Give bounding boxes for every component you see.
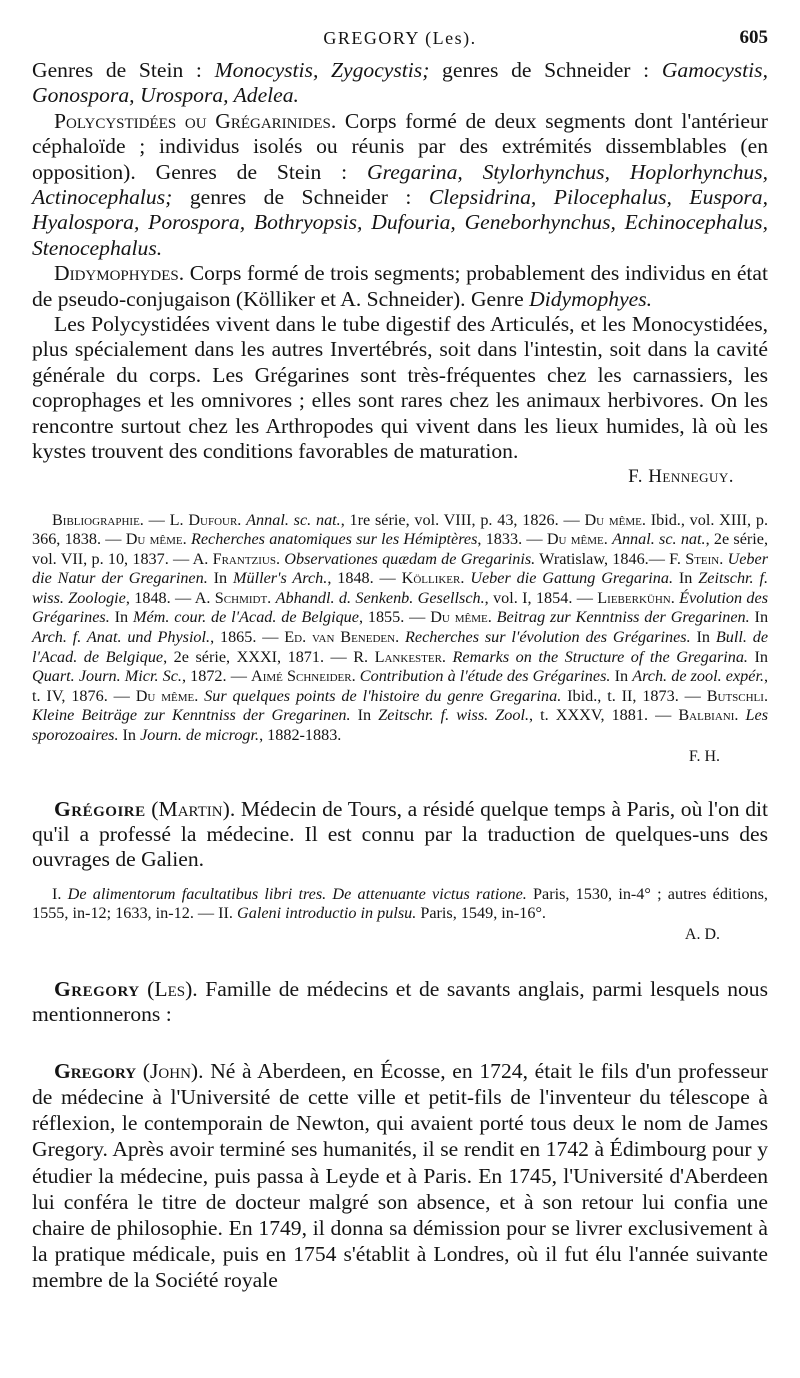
- text-run: , 1833. —: [477, 530, 547, 549]
- text-run: De alimentorum facultatibus libri tres. De attenuante victus ratione.: [67, 884, 527, 903]
- entry-headword-gregory: Gregory: [54, 977, 140, 1002]
- text-run: Sur quelques points de l'histoire du genre Gregarina.: [204, 686, 562, 705]
- text-run: Recherches sur l'évolution des Grégarines.: [405, 628, 691, 647]
- works-paragraph: [32, 885, 768, 924]
- entry-gregory-john: [32, 1058, 768, 1294]
- entry-gregoire: [32, 797, 768, 945]
- text-run: Müller's Arch.: [233, 569, 328, 588]
- text-run: In: [749, 608, 769, 627]
- text-run: Ed. van Beneden.: [284, 628, 400, 647]
- page-header: [32, 22, 768, 58]
- text-run: , 1848. — A.: [125, 588, 215, 607]
- text-run: Du même.: [430, 608, 492, 627]
- text-run: In: [673, 569, 699, 588]
- entry-gregory-les: [32, 977, 768, 1028]
- text-run: Évolution des Grégarines.: [32, 588, 769, 627]
- text-run: ). Né à Aberdeen, en Écosse, en 1724, était le fils d'un professeur de médecine à l'Université de cette ville et petit-fils de l'inventeur du télescope à réflexion, le contemporain de Newton, qui avaient porté tous deux le nom de James Gregory. Après avoir terminé ses humanités, il se rendit en 1742 à Édimbourg pour y étudier la médecine, puis passa à Leyde et à Paris. En 1745, l'Université d'Aberdeen lui conféra le titre de docteur malgré son absence, et à son retour lui confia une chaire de philosophie. En 1749, il donna sa démission pour se livrer exclusivement à la pratique médicale, puis en 1754 s'établit à Londres, où il fut élu l'année suivante membre de la Société royale: [32, 1058, 768, 1293]
- entry-gregory-les-paragraph: [32, 977, 768, 1028]
- bibliography-section: [32, 511, 768, 767]
- text-run: In: [109, 608, 133, 627]
- text-run: Kleine Beiträge zur Kenntniss der Gregarinen.: [32, 706, 351, 725]
- text-run: Arch. de zool. expér.: [632, 667, 764, 686]
- document-page: [32, 22, 768, 1294]
- text-run: In: [118, 726, 141, 745]
- text-run: , 1872. —: [181, 667, 252, 686]
- text-run: , 2e série, vol. VII, p. 10, 1837. — A.: [32, 530, 769, 568]
- text-run: John: [150, 1058, 191, 1083]
- text-run: Corps formé de trois segments; probablement des individus en état de pseudo-conjugaison (Kölliker et A. Schneider). Genre: [32, 261, 768, 311]
- text-run: In: [747, 647, 768, 666]
- text-run: In: [690, 628, 716, 647]
- genera-paragraph-monocystidees: [32, 58, 768, 109]
- text-run: , 1865. —: [210, 628, 285, 647]
- text-run: Clepsidrina, Pilocephalus, Euspora, Hyalospora, Porospora, Bothryopsis, Dufouria, Geneborhynchus, Echinocephalus, Stenocephalus.: [32, 185, 769, 260]
- text-run: Galeni introductio in pulsu.: [237, 904, 417, 923]
- text-run: Zeitschr. f. wiss. Zoologie: [32, 569, 769, 607]
- text-run: Du même.: [135, 686, 199, 705]
- text-run: Abhandl. d. Senkenb. Gesellsch.: [275, 588, 485, 607]
- text-run: Schmidt.: [214, 588, 272, 607]
- text-run: In: [207, 569, 233, 588]
- text-run: Balbiani.: [678, 706, 739, 725]
- text-run: Lankester.: [374, 647, 446, 666]
- bibliography-paragraph: [32, 511, 768, 746]
- text-run: Frantzius.: [212, 549, 281, 568]
- entry-gregory-john-paragraph: [32, 1058, 768, 1294]
- bibliography-signature: [32, 746, 768, 767]
- text-run: Les Polycystidées vivent dans le tube digestif des Articulés, et les Monocystidées, plus spécialement dans les autres Invertébrés, soit dans l'intestin, soit dans la cavité générale du corps. Les Grégarines sont très-fréquentes chez les carnassiers, les coprophages et les omnivores ; elles sont rares chez les animaux herbivores. On les rencontre surtout chez les Arthropodes qui vivent dans les lieux humides, là où les kystes trouvent des conditions favorables de maturation.: [32, 312, 768, 464]
- text-run: Aimé Schneider.: [251, 667, 356, 686]
- text-run: Beitrag zur Kenntniss der Gregarinen.: [496, 608, 750, 627]
- text-run: Polycystidées ou Grégarinides.: [54, 108, 337, 133]
- text-run: Remarks on the Structure of the Gregarina.: [452, 647, 748, 666]
- page-number: 605: [739, 27, 768, 48]
- text-run: Bull. de l'Acad. de Belgique: [32, 628, 769, 666]
- text-run: Contribution à l'étude des Grégarines.: [359, 667, 611, 686]
- text-run: Journ. de microgr.: [140, 726, 260, 745]
- text-run: ). Famille de médecins et de savants anglais, parmi lesquels nous mentionnerons :: [32, 977, 768, 1027]
- text-run: , 1882-1883.: [259, 726, 342, 745]
- text-run: [738, 706, 745, 724]
- text-run: Martin: [158, 796, 223, 821]
- author-signature-text: F. Henneguy.: [628, 465, 734, 487]
- text-run: In: [350, 706, 379, 725]
- text-run: , 1848. —: [327, 569, 402, 588]
- entry-gregory-john-text: [32, 1059, 768, 1293]
- entry-headword: Grégoire: [54, 796, 146, 821]
- text-run: , 1855. —: [358, 608, 431, 627]
- text-run: In: [610, 667, 633, 686]
- text-run: genres de Schneider :: [172, 185, 429, 210]
- text-run: Recherches anatomiques sur les Hémiptères: [190, 530, 478, 549]
- text-run: Ibid., t. II, 1873. —: [561, 686, 707, 705]
- text-run: Arch. f. Anat. und Physiol.: [32, 628, 211, 647]
- author-signature: [32, 465, 768, 489]
- text-run: Wratislaw, 1846.— F.: [535, 549, 686, 568]
- works-signature-text: A. D.: [684, 926, 720, 944]
- text-run: Annal. sc. nat.: [612, 530, 706, 549]
- text-run: Gamocystis, Gonospora, Urospora, Adelea.: [32, 58, 768, 108]
- text-run: genres de Schneider :: [429, 58, 662, 82]
- text-run: (: [136, 1058, 150, 1083]
- continuation-section: [32, 58, 768, 489]
- text-run: , t. IV, 1876. —: [32, 667, 769, 705]
- text-run: Monocystis, Zygocystis;: [214, 58, 430, 82]
- text-run: Bibliographie.: [52, 510, 144, 529]
- text-run: Butschli.: [706, 686, 768, 705]
- genera-paragraph-polycystidees: [32, 109, 768, 261]
- entry-gregory-les-text: [32, 977, 768, 1026]
- text-run: Du même.: [584, 510, 646, 529]
- text-run: Du même.: [546, 530, 608, 549]
- text-run: Les sporozoaires.: [32, 706, 769, 745]
- text-run: Lieberkühn.: [597, 588, 675, 607]
- text-run: ). Médecin de Tours, a résidé quelque temps à Paris, où l'on dit qu'il a professé la médecine. Il est connu par la traduction de quelques-uns des ouvrages de Galien.: [32, 796, 768, 872]
- text-run: Genres de Stein :: [32, 58, 215, 82]
- text-run: I.: [52, 884, 68, 903]
- text-run: , 1re série, vol. VIII, p. 43, 1826. —: [340, 510, 585, 529]
- text-run: Ueber die Natur der Gregarinen.: [32, 549, 769, 588]
- text-run: , t. XXXV, 1881. —: [529, 706, 679, 725]
- text-run: Stein.: [685, 549, 724, 568]
- text-run: Kölliker.: [401, 569, 465, 588]
- text-run: Ueber die Gattung Gregarina.: [470, 569, 674, 588]
- text-run: Paris, 1549, in-16°.: [416, 904, 546, 923]
- text-run: Didymophydes.: [54, 261, 185, 286]
- text-run: (: [139, 977, 155, 1002]
- text-run: Les: [154, 977, 186, 1002]
- text-run: Dufour.: [188, 510, 242, 529]
- sub-entry-headword: Gregory: [54, 1058, 137, 1083]
- text-run: Paris, 1530, in-4° ; autres éditions, 1555, in-12; 1633, in-12. — II.: [32, 884, 768, 923]
- habitat-paragraph: [32, 312, 768, 464]
- text-run: Corps formé de deux segments dont l'antérieur céphaloïde ; individus isolés ou réunis par des extrémités dissemblables (en opposition). Genres de Stein :: [32, 108, 768, 184]
- text-run: Annal. sc. nat.: [246, 510, 341, 529]
- text-run: Zeitschr. f. wiss. Zool.: [378, 706, 530, 725]
- text-run: Mém. cour. de l'Acad. de Belgique: [133, 608, 359, 627]
- text-run: , vol. I, 1854. —: [484, 588, 598, 607]
- running-title: GREGORY (Les).: [323, 28, 477, 48]
- text-run: Didymophyes.: [529, 286, 653, 311]
- works-signature: [32, 924, 768, 945]
- text-run: Gregarina, Stylorhynchus, Hoplorhynchus, Actinocephalus;: [32, 159, 768, 210]
- text-run: Du même.: [125, 530, 187, 549]
- text-run: Quart. Journ. Micr. Sc.: [32, 667, 182, 686]
- genera-paragraph-didymophydes: [32, 261, 768, 312]
- text-run: (: [145, 796, 159, 821]
- text-run: Ibid., vol. XIII, p. 366, 1838. —: [32, 510, 769, 549]
- text-run: — L.: [143, 510, 189, 529]
- bibliography-signature-text: F. H.: [688, 747, 720, 765]
- works-list: [32, 885, 768, 945]
- text-run: Observationes quædam de Gregarinis.: [284, 549, 536, 568]
- entry-gregoire-paragraph: [32, 797, 768, 873]
- text-run: , 2e série, XXXI, 1871. — R.: [163, 647, 375, 666]
